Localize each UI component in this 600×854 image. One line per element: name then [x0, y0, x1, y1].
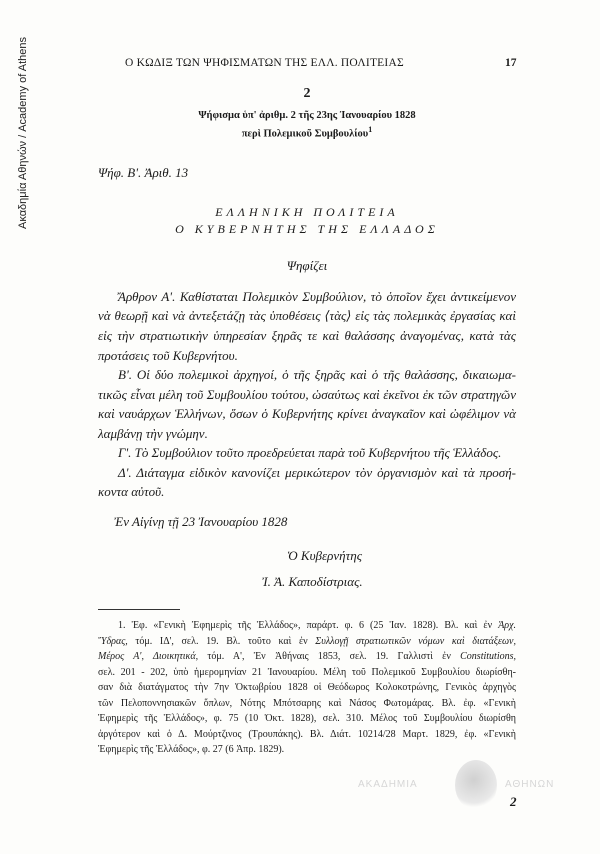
footnote-line: [98, 636, 516, 647]
place-date: Ἐν Αἰγίνῃ τῇ 23 Ἰανουαρίου 1828: [114, 514, 288, 529]
decrees-heading: Ψηφίζει: [286, 258, 328, 273]
footnote-text: τόμ. Α', Ἐν Ἀθήναις 1853, σελ. 19. Γαλλιστὶ ἐν: [198, 651, 461, 662]
decree-reference: Ψήφ. Β'. Ἀριθ. 13: [98, 165, 189, 180]
watermark-right: ΑΘΗΝΩΝ: [505, 779, 555, 790]
footnote-text: τῶν Πελοποννησιακῶν ὅπλων, Νότης Μπότσαρης καὶ Νάσος Φωτομάρας. Βλ. ἐφ. «Γενικὴ: [98, 697, 516, 709]
signature-mark: 2: [510, 794, 517, 809]
signature-title: Ὁ Κυβερνήτης: [287, 548, 362, 563]
page-number: 17: [505, 57, 517, 69]
subtitle-text: περὶ Πολεμικοῦ Συμβουλίου: [241, 128, 369, 140]
body-line: κοντα αὐτοῦ.: [98, 484, 165, 499]
footnote-text: Constitutions,: [460, 651, 516, 662]
footnote-text: Ἐφημερὶς τῆς Ἑλλάδος», φ. 27 (6 Ἀπρ. 1829).: [98, 744, 285, 755]
body-line: Δ'. Διάταγμα εἰδικὸν κανονίζει μερικώτερον τὸν ὀργανισμὸν καὶ τὰ προσή-: [118, 465, 516, 480]
heading-governor: Ο ΚΥΒΕΡΝΗΤΗΣ ΤΗΣ ΕΛΛΑΔΟΣ: [175, 222, 439, 236]
body-line: λαμβάνῃ τὴν γνώμην.: [98, 426, 208, 441]
body-line: προτάσεις τοῦ Κυβερνήτου.: [98, 348, 238, 363]
body-line: Γ'. Τὸ Συμβούλιον τοῦτο προεδρεύεται παρὰ τοῦ Κυβερνήτου τῆς Ἑλλάδος.: [118, 445, 502, 460]
footnote-line: [98, 651, 516, 662]
signature-name: Ἰ. Ἀ. Καποδίστριας.: [262, 574, 363, 589]
document-subtitle-2: [98, 125, 516, 140]
heading-state: ΕΛΛΗΝΙΚΗ ΠΟΛΙΤΕΙΑ: [215, 205, 399, 219]
footnote-line: [98, 744, 516, 755]
document-subtitle-1: Ψήφισμα ὑπ' ἀριθμ. 2 τῆς 23ης Ἰανουαρίου 1828: [198, 110, 416, 121]
body-line: Ἄρθρον Α'. Καθίσταται Πολεμικὸν Συμβούλιον, τὸ ὁποῖον ἔχει ἀντικείμενον: [118, 289, 516, 304]
footnote-mark[interactable]: 1: [368, 125, 373, 134]
footnote-text: Συλλογῇ στρατιωτικῶν νόμων καὶ διατάξεων,: [315, 635, 516, 647]
footnote-text: Ἀρχ.: [498, 620, 516, 631]
body-line: νὰ θεωρῇ καὶ νὰ ἀντεξετάζῃ τὰς ὑποθέσεις ⟨τὰς⟩ εἰς τὰς πολεμικὰς ἐργασίας καὶ: [98, 308, 516, 323]
footnote-line: [98, 729, 516, 740]
footnote-text: Ὕδρας,: [98, 635, 128, 647]
footnote-text: 1. Ἐφ. «Γενικὴ Ἐφημερὶς τῆς Ἑλλάδος», παράρτ. φ. 6 (25 Ἰαν. 1828). Βλ. καὶ ἐν: [118, 620, 499, 631]
body-line: τικῶς εἶναι μέλη τοῦ Συμβουλίου τούτου, ὡσαύτως καὶ ἐκεῖνοι ἐκ τῶν στρατηγῶν: [98, 387, 516, 402]
running-title: Ο ΚΩΔΙΞ ΤΩΝ ΨΗΦΙΣΜΑΤΩΝ ΤΗΣ ΕΛΛ. ΠΟΛΙΤΕΙΑΣ: [125, 57, 404, 69]
footnote-line: [98, 682, 516, 693]
document-number: 2: [303, 86, 311, 101]
footnote-text: Μέρος Α', Διοικητικά,: [98, 651, 199, 662]
footnote-line: [98, 713, 516, 724]
footnote-text: σελ. 201 - 202, ὑπὸ ἡμερομηνίαν 21 Ἰανουαρίου. Μέλη τοῦ Πολεμικοῦ Συμβουλίου διωρίσθη-: [98, 666, 516, 678]
footnote-text: σαν διὰ διατάγματος τὴν 7ην Ὀκτωβρίου 1828 οἱ Θεόδωρος Κολοκοτρώνης, Γενικὸς ἀρχηγὸς: [98, 682, 516, 693]
footnote-line: [118, 620, 516, 631]
footnote-line: [98, 698, 516, 709]
footnote-divider: [98, 609, 180, 610]
footnote-text: τόμ. ΙΔ', σελ. 19. Βλ. τοῦτο καὶ ἐν: [127, 635, 316, 647]
academy-emblem-icon: [455, 760, 497, 810]
archive-side-label: Ακαδημία Αθηνών / Academy of Athens: [17, 36, 29, 229]
watermark-left: ΑΚΑΔΗΜΙΑ: [358, 779, 418, 790]
body-line: καὶ ναυάρχων Ἑλλήνων, ὅσων ὁ Κυβερνήτης κρίνει ἀναγκαῖον καὶ ὠφέλιμον νὰ: [98, 406, 516, 421]
footnote-line: [98, 667, 516, 678]
footnote-text: ἀργότερον καὶ ὁ Δ. Μούρτζινος (Τρουπάκης). Βλ. Διάτ. 10214/28 Μαρτ. 1829, ἐφ. «Γενικὴ: [98, 728, 516, 740]
footnote-text: Ἐφημερὶς τῆς Ἑλλάδος», φ. 75 (10 Ὀκτ. 1828), σελ. 310. Μέλος τοῦ Συμβουλίου διωρίσθη: [98, 713, 516, 724]
body-line: εἰς τὴν στρατιωτικὴν ὑπηρεσίαν ξηρᾶς τε καὶ θαλάσσης ἀναγομένας, κατὰ τὰς: [98, 328, 516, 343]
body-line: Β'. Οἱ δύο πολεμικοὶ ἀρχηγοί, ὁ τῆς ξηρᾶς καὶ ὁ τῆς θαλάσσης, δικαιωμα-: [118, 367, 516, 382]
